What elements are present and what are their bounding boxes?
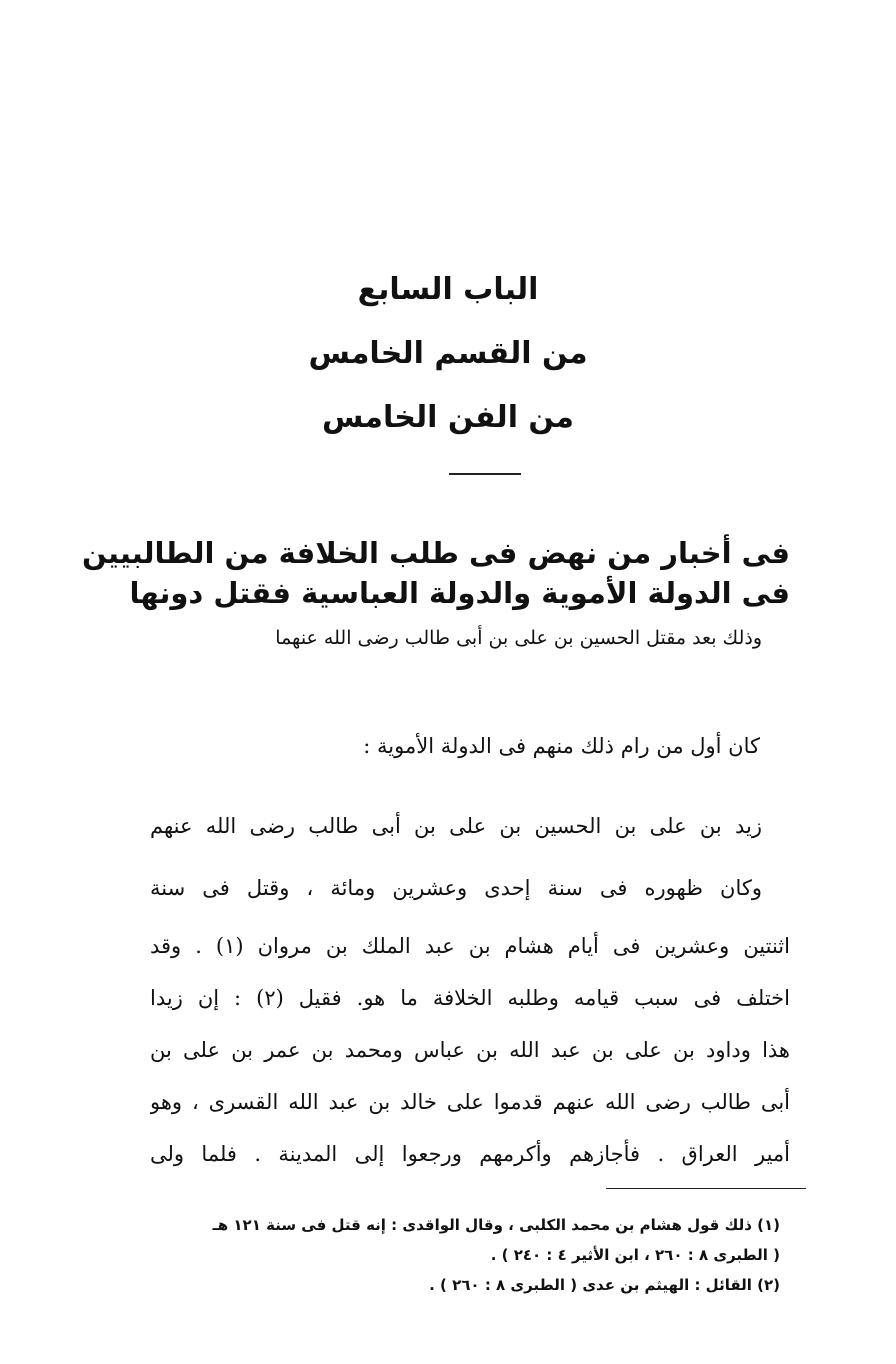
subtitle-line-2: فى الدولة الأموية والدولة العباسية فقتل دونها — [129, 576, 790, 610]
footnotes — [140, 1210, 780, 1300]
subtitle-note: وذلك بعد مقتل الحسين بن على بن أبى طالب رضى الله عنهما — [275, 627, 762, 649]
body-line: أبى طالب رضى الله عنهم قدموا على خالد بن عبد الله القسرى ، وهو — [150, 1090, 790, 1114]
body-line: اختلف فى سبب قيامه وطلبه الخلافة ما هو. فقيل (٢) : إن زيدا — [150, 986, 790, 1010]
body-line: وكان ظهوره فى سنة إحدى وعشرين ومائة ، وقتل فى سنة — [150, 876, 762, 900]
chapter-subtitle — [81, 533, 790, 655]
chapter-heading — [0, 258, 896, 450]
body-line: أمير العراق . فأجازهم وأكرمهم ورجعوا إلى المدينة . فلما ولى — [150, 1142, 790, 1166]
intro-sentence: كان أول من رام ذلك منهم فى الدولة الأموية : — [363, 734, 760, 758]
footnote-2: (٢) القائل : الهيثم بن عدى ( الطبرى ٨ : ٢٦٠ ) . — [429, 1276, 780, 1294]
heading-divider — [449, 473, 521, 475]
body-text — [150, 800, 790, 1180]
section-title: من القسم الخامس — [308, 336, 588, 371]
part-title: من الفن الخامس — [321, 400, 574, 435]
subtitle-line-1: فى أخبار من نهض فى طلب الخلافة من الطالبيين — [81, 536, 790, 570]
footnote-separator — [606, 1188, 806, 1189]
footnote-1-continuation: ( الطبرى ٨ : ٢٦٠ ، ابن الأثير ٤ : ٢٤٠ ) . — [490, 1246, 780, 1264]
chapter-title: الباب السابع — [357, 272, 539, 307]
body-line: زيد بن على بن الحسين بن على بن أبى طالب رضى الله عنهم — [150, 814, 762, 838]
footnote-1: (١) ذلك قول هشام بن محمد الكلبى ، وقال الواقدى : إنه قتل فى سنة ١٢١ هـ — [212, 1216, 780, 1234]
body-line: هذا وداود بن على بن عبد الله بن عباس ومحمد بن عمر بن على بن — [150, 1038, 790, 1062]
body-line: اثنتين وعشرين فى أيام هشام بن عبد الملك بن مروان (١) . وقد — [150, 934, 790, 958]
